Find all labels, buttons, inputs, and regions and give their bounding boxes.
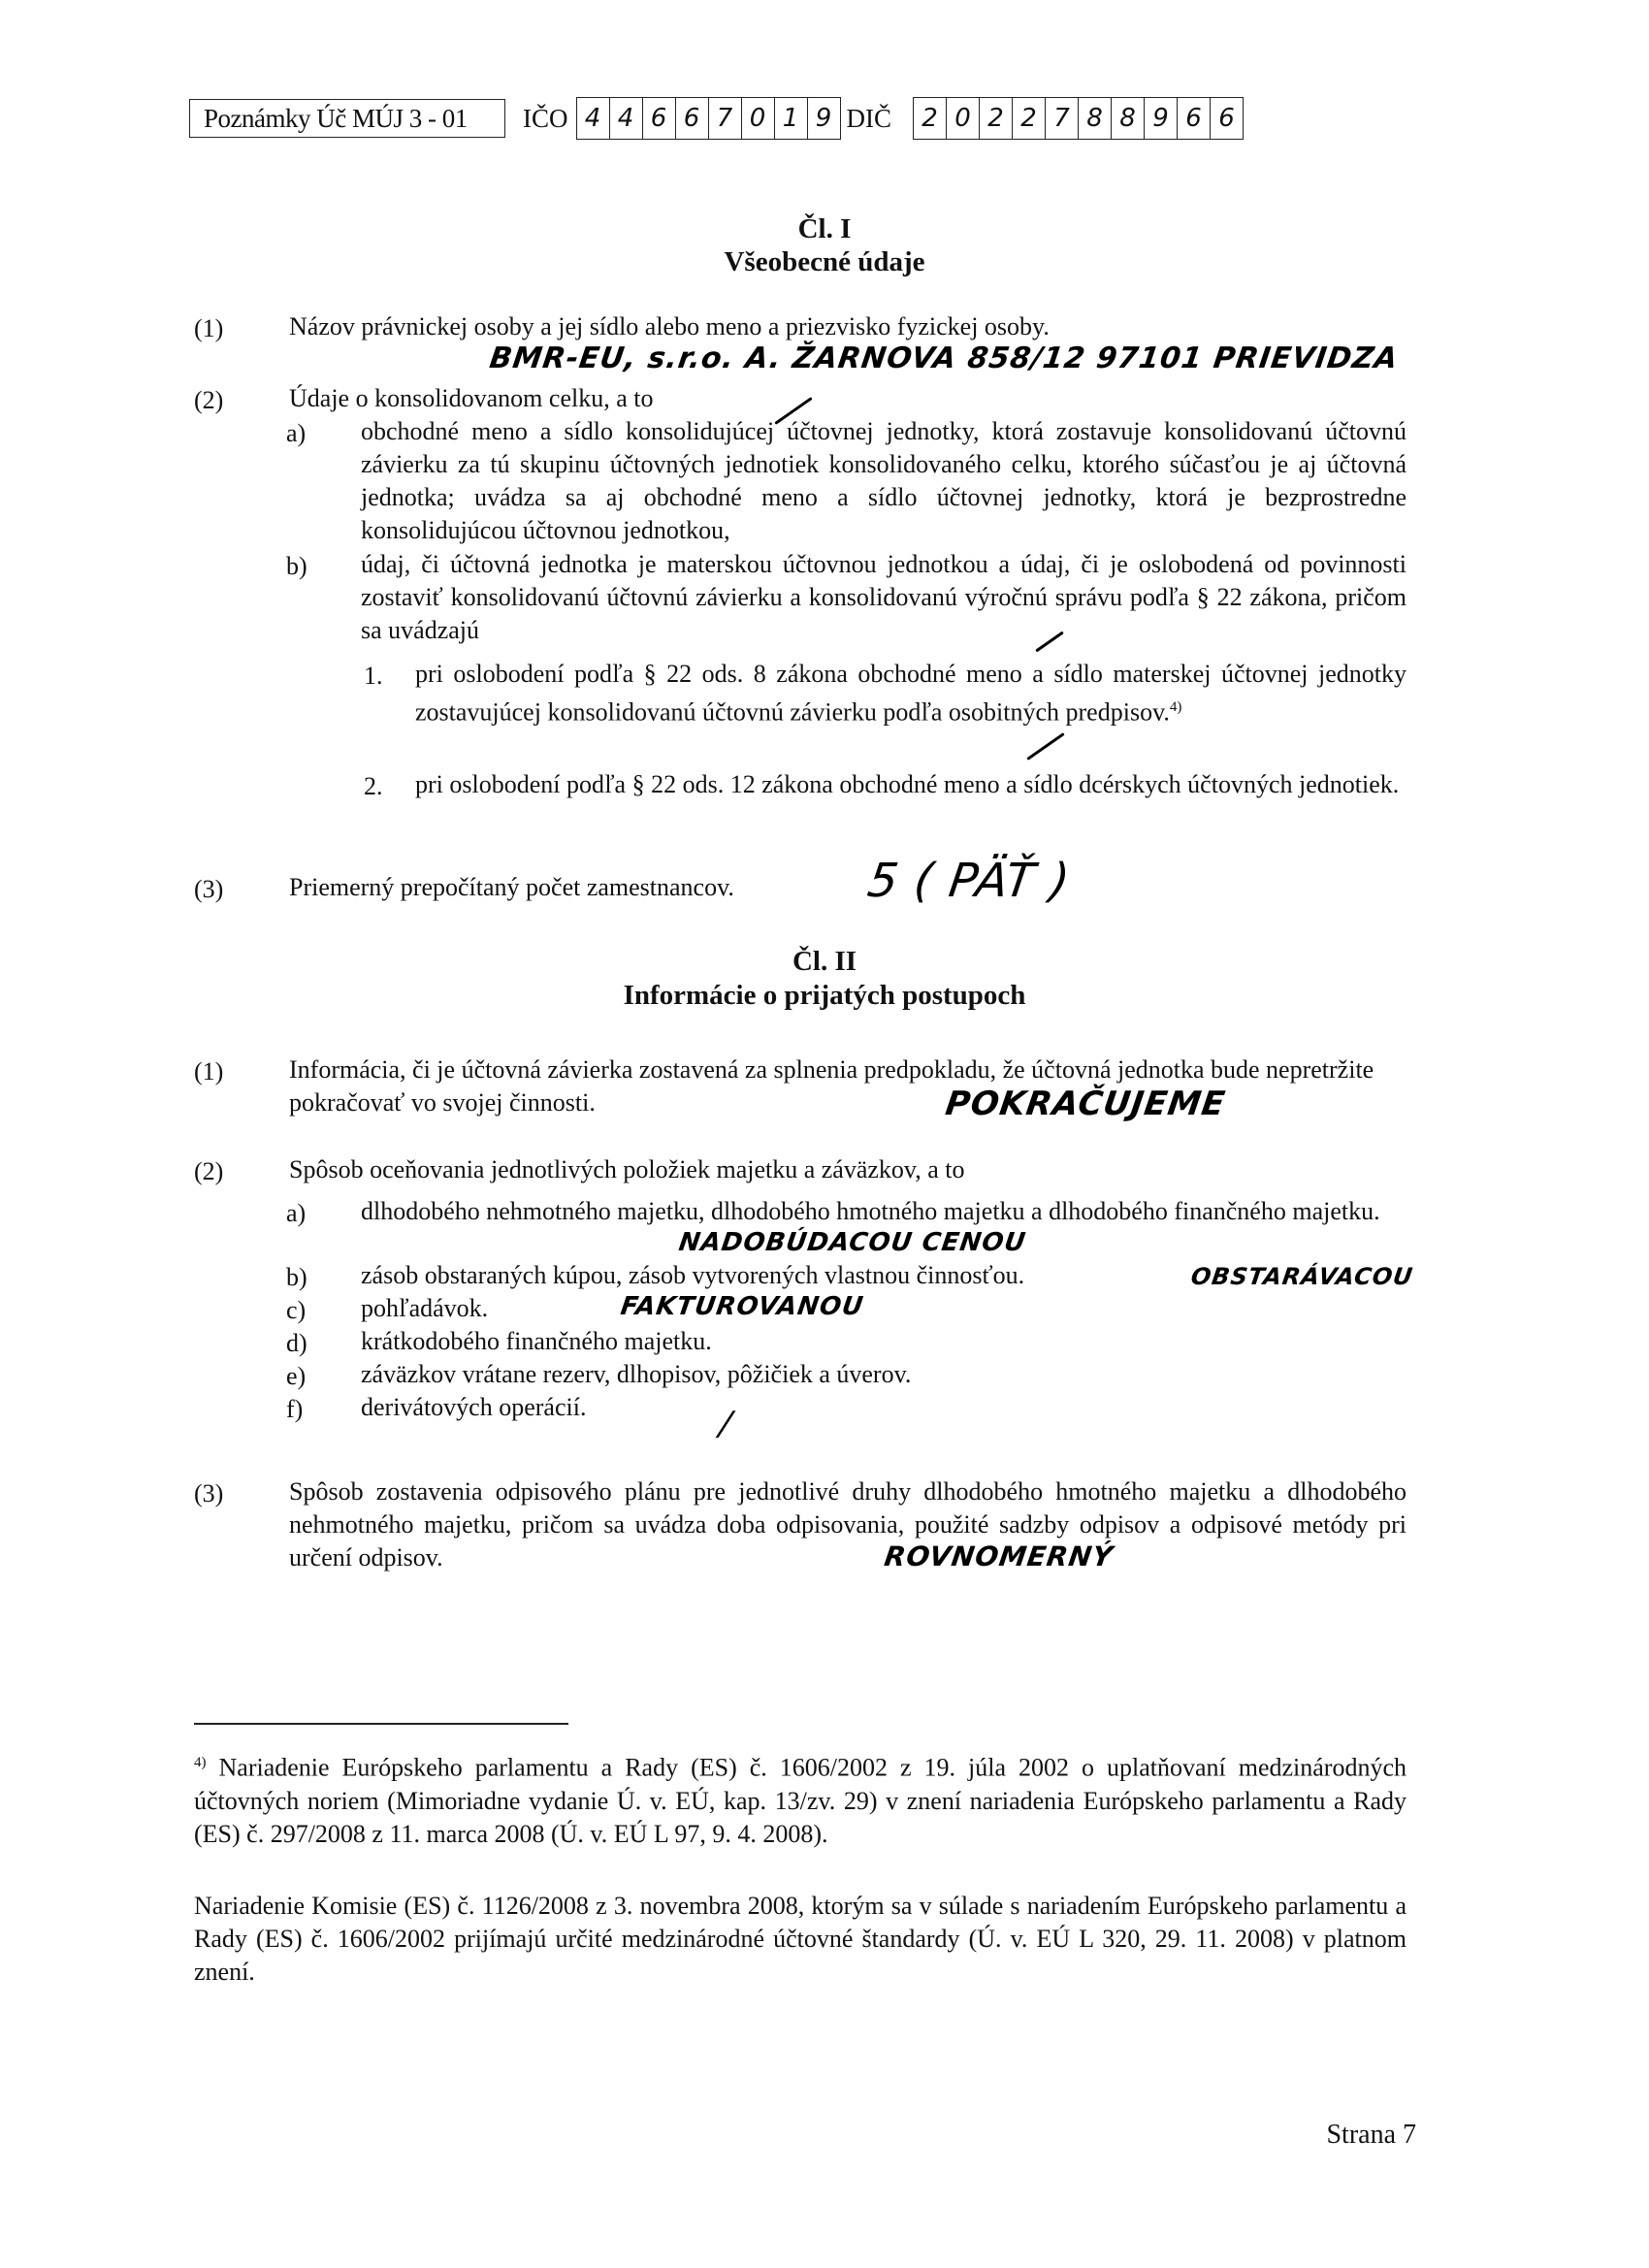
handwritten-valuation: NADOBÚDACOU CENOU (676, 1228, 1028, 1257)
item-label: b) (286, 1263, 307, 1291)
handwritten-slash: / (717, 1405, 735, 1443)
item-label: e) (286, 1362, 307, 1390)
item-label: b) (286, 552, 307, 580)
subitem-text (415, 658, 1406, 729)
paragraph-text: Priemerný prepočítaný počet zamestnancov. (289, 873, 734, 901)
dic-digit: 6 (1178, 98, 1211, 139)
dic-digit: 2 (980, 98, 1013, 139)
ico-digit: 6 (643, 98, 676, 139)
ico-digit: 7 (709, 98, 742, 139)
dic-digit: 8 (1079, 98, 1112, 139)
article-1-title: Všeobecné údaje (724, 246, 925, 277)
dic-digit: 8 (1112, 98, 1145, 139)
item-label: a) (286, 1199, 307, 1227)
item-text: zásob obstaraných kúpou, zásob vytvorených vlastnou činnosťou. (361, 1261, 1025, 1289)
paragraph-text: Názov právnickej osoby a jej sídlo alebo meno a priezvisko fyzickej osoby. (289, 312, 1050, 340)
item-label: a) (286, 419, 307, 447)
paragraph-text: Informácia, či je účtovná závierka zostavená za splnenia predpokladu, že účtovná jednotka bude nepretržite pokračovať vo svojej činnosti. (289, 1055, 1374, 1117)
item-text: záväzkov vrátane rezerv, dlhopisov, pôžičiek a úverov. (361, 1360, 912, 1388)
paragraph-number: (3) (194, 875, 224, 903)
ico-digit: 9 (815, 104, 832, 133)
item-text: krátkodobého finančného majetku. (361, 1327, 712, 1355)
ico-digit: 6 (676, 98, 709, 139)
ico-digit: 4 (577, 98, 610, 139)
handwritten-valuation: OBSTARÁVACOU (1189, 1263, 1415, 1290)
ico-label: IČO (523, 103, 568, 133)
paragraph-number: (1) (194, 314, 224, 342)
footnote-continuation: Nariadenie Komisie (ES) č. 1126/2008 z 3. novembra 2008, ktorým sa v súlade s nariadením Európskeho parlamentu a Rady (ES) č. 1606/2002 prijímajú určité medzinárodné účtovné štandardy (Ú. v. EÚ L 320, 29. 11. 2008) v platnom znení. (194, 1892, 1406, 1986)
ico-digit: 0 (742, 98, 775, 139)
item-label: c) (286, 1296, 307, 1324)
item-label: f) (286, 1395, 304, 1423)
item-text: obchodné meno a sídlo konsolidujúcej účtovnej jednotky, ktorá zostavuje konsolidovanú účtovnú závierku za tú skupinu účtovných jednotiek konsolidovaného celku, ktorého súčasťou je aj účtovná jednotka; uvádza sa aj obchodné meno a sídlo účtovnej jednotky, ktorá je bezprostredne konsolidujúcou účtovnou jednotkou, (361, 417, 1406, 544)
dic-field (913, 97, 1244, 140)
dic-digit: 2 (914, 98, 947, 139)
dic-digit: 2 (1013, 98, 1046, 139)
subitem-body: pri oslobodení podľa § 22 ods. 8 zákona obchodné meno a sídlo materskej účtovnej jednotky zostavujúcej konsolidovanú účtovnú závierku podľa osobitných predpisov. (415, 660, 1406, 727)
footnote-text: Nariadenie Európskeho parlamentu a Rady (ES) č. 1606/2002 z 19. júla 2002 o uplatňovaní medzinárodných účtovných noriem (Mimoriadne vydanie Ú. v. EÚ, kap. 13/zv. 29) v znení nariadenia Európskeho parlamentu a Rady (ES) č. 297/2008 z 11. marca 2008 (Ú. v. EÚ L 97, 9. 4. 2008). (194, 1753, 1407, 1848)
handwritten-going-concern: POKRAČUJEME (943, 1085, 1228, 1123)
ico-field (576, 97, 841, 140)
item-text: dlhodobého nehmotného majetku, dlhodobého hmotného majetku a dlhodobého finančného majetku. (361, 1197, 1380, 1225)
dic-digit: 7 (1046, 98, 1079, 139)
handwritten-depreciation: ROVNOMERNÝ (882, 1540, 1116, 1572)
paragraph-number: (2) (194, 386, 224, 414)
paragraph-number: (2) (194, 1157, 224, 1185)
handwritten-employee-count: 5 ( PÄŤ ) (864, 854, 1074, 908)
item-text: údaj, či účtovná jednotka je materskou účtovnou jednotkou a údaj, či je oslobodená od povinnosti zostaviť konsolidovanú účtovnú závierku a konsolidovanú výročnú správu podľa § 22 zákona, pričom sa uvádzajú (361, 550, 1406, 644)
dic-label: DIČ (846, 103, 891, 133)
paragraph-text: Spôsob oceňovania jednotlivých položiek majetku a záväzkov, a to (289, 1155, 965, 1183)
ico-digit: 1 (775, 98, 808, 139)
handwritten-valuation: FAKTUROVANOU (618, 1292, 866, 1321)
subitem-text: pri oslobodení podľa § 22 ods. 12 zákona obchodné meno a sídlo dcérskych účtovných jednotiek. (415, 770, 1400, 798)
footnote-ref: 4) (1169, 699, 1182, 715)
footnote-marker: 4) (194, 1755, 207, 1770)
paragraph-text: Spôsob zostavenia odpisového plánu pre jednotlivé druhy dlhodobého hmotného majetku a dlhodobého nehmotného majetku, pričom sa uvádza doba odpisovania, použité sadzby odpisov a odpisové metódy pri určení odpisov. (289, 1477, 1406, 1571)
form-title: Poznámky Úč MÚJ 3 - 01 (189, 99, 505, 138)
item-label: d) (286, 1329, 307, 1357)
handwritten-entity-name: BMR-EU, s.r.o. A. ŽARNOVA 858/12 97101 PRIEVIDZA (487, 341, 1401, 375)
article-1-number: Čl. I (797, 213, 852, 244)
footnote-4 (194, 1746, 1406, 1851)
dic-digit: 9 (1145, 98, 1178, 139)
item-text: derivátových operácií. (361, 1393, 587, 1421)
footnote-divider (194, 1723, 568, 1725)
article-2-title: Informácie o prijatých postupoch (623, 980, 1026, 1011)
dic-digit: 0 (947, 98, 980, 139)
article-2-number: Čl. II (792, 946, 857, 977)
form-header (189, 97, 1244, 140)
dic-digit: 6 (1218, 104, 1235, 133)
subitem-label: 1. (364, 662, 383, 690)
paragraph-text: Údaje o konsolidovanom celku, a to (289, 384, 654, 412)
paragraph-number: (3) (194, 1479, 224, 1507)
ico-digit: 4 (610, 98, 643, 139)
item-text: pohľadávok. (361, 1294, 489, 1322)
page-number: Strana 7 (1326, 2120, 1416, 2150)
check-mark-icon (1026, 732, 1064, 761)
subitem-label: 2. (364, 772, 383, 800)
paragraph-number: (1) (194, 1057, 224, 1085)
